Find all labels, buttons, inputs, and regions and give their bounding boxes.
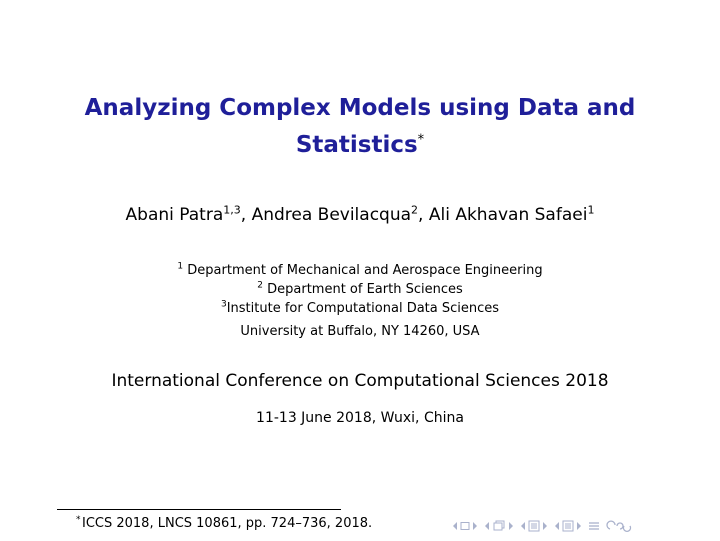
subsection-nav-group — [484, 520, 514, 532]
beamer-navigation-bar — [452, 518, 632, 534]
title-line-1: Analyzing Complex Models using Data and — [84, 95, 636, 121]
nav-subsection-prev-icon[interactable] — [484, 521, 490, 531]
affiliation-marker: 2 — [257, 280, 263, 291]
affiliation-item — [0, 280, 720, 299]
footnote-text: ICCS 2018, LNCS 10861, pp. 724–736, 2018. — [82, 516, 373, 531]
author-affiliation-marker: 1 — [587, 203, 595, 217]
nav-section-prev-icon[interactable] — [520, 521, 526, 531]
nav-frame-prev-icon[interactable] — [452, 521, 458, 531]
affiliation-text: Department of Mechanical and Aerospace Engineering — [187, 263, 543, 278]
conference-date: 11-13 June 2018, Wuxi, China — [256, 410, 464, 426]
author-list — [0, 204, 720, 226]
frame-nav-group — [452, 521, 478, 531]
title-line-2-text: Statistics — [295, 132, 418, 158]
affiliation-marker: 1 — [177, 261, 184, 272]
author-separator: , — [418, 205, 429, 225]
author-name: Abani Patra — [125, 205, 224, 225]
nav-document-prev-icon[interactable] — [554, 521, 560, 531]
nav-section-next-icon[interactable] — [542, 521, 548, 531]
nav-subsection-icon[interactable] — [492, 520, 506, 532]
affiliation-item — [0, 299, 720, 318]
conference-name: International Conference on Computational Sciences 2018 — [111, 371, 609, 391]
nav-subsection-next-icon[interactable] — [508, 521, 514, 531]
affiliation-list — [0, 261, 720, 341]
title-line-2 — [0, 127, 720, 164]
affiliation-text: Institute for Computational Data Sciences — [226, 301, 500, 316]
author-affiliation-marker: 1,3 — [223, 203, 241, 217]
author-name: Ali Akhavan Safaei — [428, 205, 588, 225]
affiliation-marker: 3 — [220, 299, 227, 310]
nav-frame-next-icon[interactable] — [472, 521, 478, 531]
section-nav-group — [520, 520, 548, 532]
author-affiliation-marker: 2 — [411, 203, 419, 217]
footnote-marker: * — [76, 515, 81, 525]
footnote — [76, 515, 373, 533]
nav-document-icon[interactable] — [562, 520, 574, 532]
university: University at Buffalo, NY 14260, USA — [240, 324, 480, 339]
affiliation-item — [0, 261, 720, 280]
nav-search-icon[interactable] — [606, 520, 632, 532]
nav-document-next-icon[interactable] — [576, 521, 582, 531]
footnote-rule — [57, 509, 341, 510]
nav-toc-icon[interactable] — [588, 520, 600, 532]
slide-title — [0, 90, 720, 164]
author-separator: , — [240, 205, 252, 225]
author-name: Andrea Bevilacqua — [251, 205, 412, 225]
title-footnote-marker: * — [417, 132, 425, 148]
document-nav-group — [554, 520, 582, 532]
nav-frame-icon[interactable] — [460, 521, 470, 531]
affiliation-text: Department of Earth Sciences — [267, 282, 463, 297]
nav-section-icon[interactable] — [528, 520, 540, 532]
